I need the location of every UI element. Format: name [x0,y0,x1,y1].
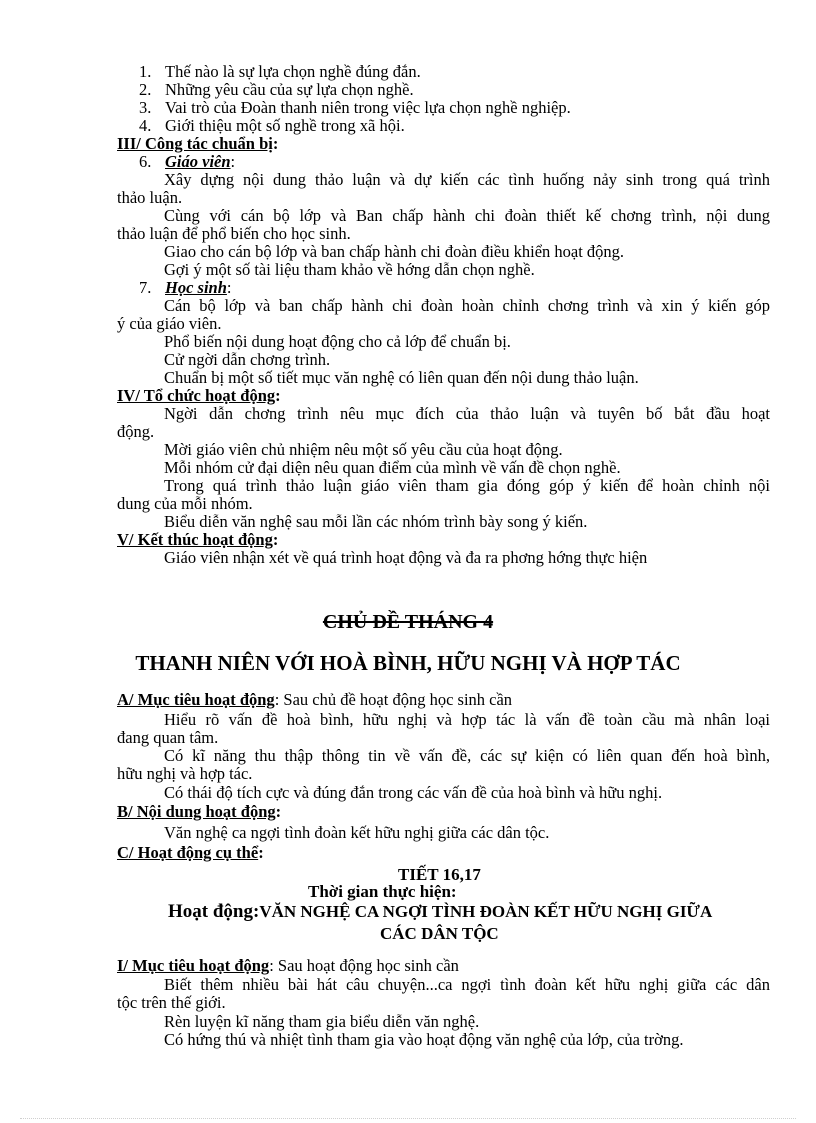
list-item: 4. Giới thiệu một số nghề trong xã hội. [139,116,405,135]
paragraph-line: Có hứng thú và nhiệt tình tham gia vào hoạt động văn nghệ của lớp, của trờng. [164,1030,684,1049]
subsection-student: 7. Học sinh: [139,278,232,297]
section-heading-organization: IV/ Tổ chức hoạt động: [117,386,281,405]
section-heading-content: B/ Nội dung hoạt động: [117,802,282,821]
list-item: 2. Những yêu cầu của sự lựa chọn nghề. [139,80,414,99]
section-heading-preparation: III/ Công tác chuẩn bị: [117,134,279,153]
paragraph-line: ý của giáo viên. [117,314,222,333]
subsection-teacher: 6. Giáo viên: [139,152,236,171]
paragraph-line: Biết thêm nhiều bài hát câu chuyện...ca ngợi tình đoàn kết hữu nghị giữa các dân [164,975,770,994]
paragraph-line: thảo luận. [117,188,183,207]
paragraph-line: Gợi ý một số tài liệu tham khảo về hớng dẫn chọn nghề. [164,260,535,279]
activity-title: Hoạt động:VĂN NGHỆ CA NGỢI TÌNH ĐOÀN KẾT HỮU NGHỊ GIỮA [168,901,713,922]
lesson-period: TIẾT 16,17 [398,865,481,884]
paragraph-line: dung của mỗi nhóm. [117,494,253,513]
paragraph-line: Ngời dẫn chơng trình nêu mục đích của thảo luận và tuyên bố bắt đầu hoạt [164,404,770,423]
month-theme-title: CHỦ ĐỀ THÁNG 4 [322,611,494,633]
paragraph-line: Rèn luyện kĩ năng tham gia biểu diễn văn nghệ. [164,1012,480,1031]
section-heading-lesson-objectives: I/ Mục tiêu hoạt động: Sau hoạt động học sinh cần [117,956,459,975]
paragraph-line: Cán bộ lớp và ban chấp hành chi đoàn hoàn chỉnh chơng trình và xin ý kiến góp [164,296,770,315]
paragraph-line: Chuẩn bị một số tiết mục văn nghệ có liên quan đến nội dung thảo luận. [164,368,639,387]
list-item: 3. Vai trò của Đoàn thanh niên trong việc lựa chọn nghề nghiệp. [139,98,571,117]
paragraph-line: Mời giáo viên chủ nhiệm nêu một số yêu cầu của hoạt động. [164,440,563,459]
paragraph-line: Xây dựng nội dung thảo luận và dự kiến các tình huống nảy sinh trong quá trình [164,170,770,189]
paragraph-line: tộc trên thế giới. [117,993,226,1012]
paragraph-line: Giáo viên nhận xét về quá trình hoạt động và đa ra phơng hớng thực hiện [164,548,648,567]
section-heading-activities: C/ Hoạt động cụ thể: [117,843,264,862]
page-title: THANH NIÊN VỚI HOÀ BÌNH, HỮU NGHỊ VÀ HỢP TÁC [135,651,681,675]
paragraph-line: Cùng với cán bộ lớp và Ban chấp hành chi đoàn thiết kế chơng trình, nội dung [164,206,770,225]
paragraph-line: Biểu diễn văn nghệ sau mỗi lần các nhóm trình bày song ý kiến. [164,512,588,531]
paragraph-line: đang quan tâm. [117,728,219,747]
paragraph-line: Giao cho cán bộ lớp và ban chấp hành chi đoàn điều khiển hoạt động. [164,242,625,261]
paragraph-line: Cử ngời dẫn chơng trình. [164,350,331,369]
paragraph-line: động. [117,422,155,441]
paragraph-line: hữu nghị và hợp tác. [117,764,253,783]
paragraph-line: Hiểu rõ vấn đề hoà bình, hữu nghị và hợp tác là vấn đề toàn cầu mà nhân loại [164,710,770,729]
section-heading-objectives: A/ Mục tiêu hoạt động: Sau chủ đề hoạt động học sinh cần [117,690,513,709]
page-bottom-divider [20,1118,796,1119]
paragraph-line: Phổ biến nội dung hoạt động cho cả lớp để chuẩn bị. [164,332,511,351]
paragraph-line: Có thái độ tích cực và đúng đắn trong các vấn đề của hoà bình và hữu nghị. [164,783,663,802]
paragraph-line: Trong quá trình thảo luận giáo viên tham gia đóng góp ý kiến để hoàn chỉnh nội [164,476,770,495]
lesson-time: Thời gian thực hiện: [308,882,457,901]
section-heading-conclusion: V/ Kết thúc hoạt động: [117,530,279,549]
paragraph-line: Mỗi nhóm cử đại diện nêu quan điểm của mình về vấn đề chọn nghề. [164,458,621,477]
paragraph-line: Có kĩ năng thu thập thông tin về vấn đề, các sự kiện có liên quan đến hoà bình, [164,746,770,765]
activity-title-cont: CÁC DÂN TỘC [380,924,499,943]
list-item: 1. Thế nào là sự lựa chọn nghề đúng đắn. [139,62,421,81]
paragraph-line: thảo luận để phổ biến cho học sinh. [117,224,351,243]
paragraph-line: Văn nghệ ca ngợi tình đoàn kết hữu nghị giữa các dân tộc. [164,823,550,842]
